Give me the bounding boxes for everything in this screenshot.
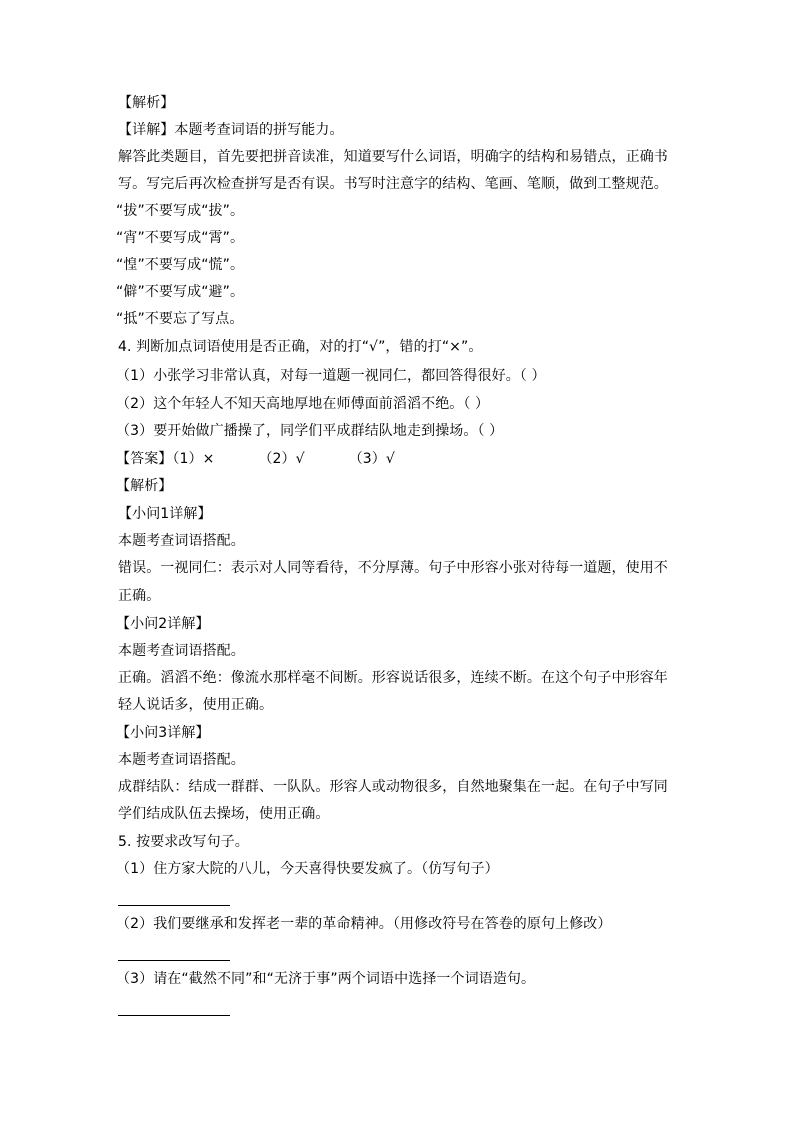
sub-explanation: 正确。滔滔不绝：像流水那样毫不间断。形容说话很多，连续不断。在这个句子中形容年: [118, 670, 668, 686]
question-item: （3）请在“截然不同”和“无济于事”两个词语中选择一个词语造句。: [116, 971, 536, 987]
paragraph-line: 解答此类题目，首先要把拼音读准，知道要写什么词语，明确字的结构和易错点，正确书: [118, 149, 668, 165]
answer-blank-line[interactable]: [118, 905, 230, 906]
note-line: “僻”不要写成“避”。: [116, 284, 245, 300]
question-item: （2）这个年轻人不知天高地厚地在师傅面前滔滔不绝。（ ）: [116, 396, 490, 412]
question-item: （3）要开始做广播操了，同学们平成群结队地走到操场。（ ）: [116, 423, 504, 439]
answer-3: （3）√: [348, 451, 395, 467]
sub-heading: 【小问3详解】: [116, 725, 210, 741]
analysis-heading: 【解析】: [116, 478, 173, 494]
answer-blank-line[interactable]: [118, 1015, 230, 1016]
answer-label: 【答案】: [116, 451, 173, 467]
sub-heading: 【小问1详解】: [118, 506, 212, 522]
analysis-heading: 【解析】: [118, 95, 175, 111]
sub-intro: 本题考查词语搭配。: [118, 643, 245, 659]
sub-explanation: 成群结队：结成一群群、一队队。形容人或动物很多，自然地聚集在一起。在句子中写同: [118, 779, 668, 795]
sub-intro: 本题考查词语搭配。: [118, 752, 245, 768]
sub-explanation: 错误。一视同仁：表示对人同等看待，不分厚薄。句子中形容小张对待每一道题，使用不: [118, 560, 668, 576]
paragraph-line: 写。写完后再次检查拼写是否有误。书写时注意字的结构、笔画、笔顺，做到工整规范。: [118, 176, 668, 192]
question-5-prompt: 5. 按要求改写句子。: [118, 834, 249, 850]
sub-explanation: 轻人说话多，使用正确。: [118, 697, 274, 713]
question-item: （1）小张学习非常认真，对每一道题一视同仁，都回答得很好。（ ）: [116, 368, 546, 384]
answer-2: （2）√: [258, 451, 305, 467]
sub-intro: 本题考查词语搭配。: [118, 533, 245, 549]
detail-line: 【详解】本题考查词语的拼写能力。: [118, 122, 344, 138]
question-item: （2）我们要继承和发挥老一辈的革命精神。（用修改符号在答卷的原句上修改）: [116, 916, 612, 932]
note-line: “惶”不要写成“慌”。: [116, 257, 245, 273]
note-line: “拔”不要写成“拔”。: [116, 203, 245, 219]
note-line: “宵”不要写成“霄”。: [116, 230, 245, 246]
note-line: “抵”不要忘了写点。: [116, 311, 244, 327]
question-item: （1）住方家大院的八儿，今天喜得快要发疯了。（仿写句子）: [116, 861, 499, 877]
sub-explanation: 正确。: [118, 588, 161, 604]
question-4-prompt: 4. 判断加点词语使用是否正确，对的打“√”，错的打“×”。: [118, 339, 483, 355]
sub-explanation: 学们结成队伍去操场，使用正确。: [118, 806, 330, 822]
sub-heading: 【小问2详解】: [116, 616, 210, 632]
answer-blank-line[interactable]: [118, 960, 230, 961]
answer-1: （1）×: [172, 451, 215, 467]
answer-line: [116, 450, 395, 468]
